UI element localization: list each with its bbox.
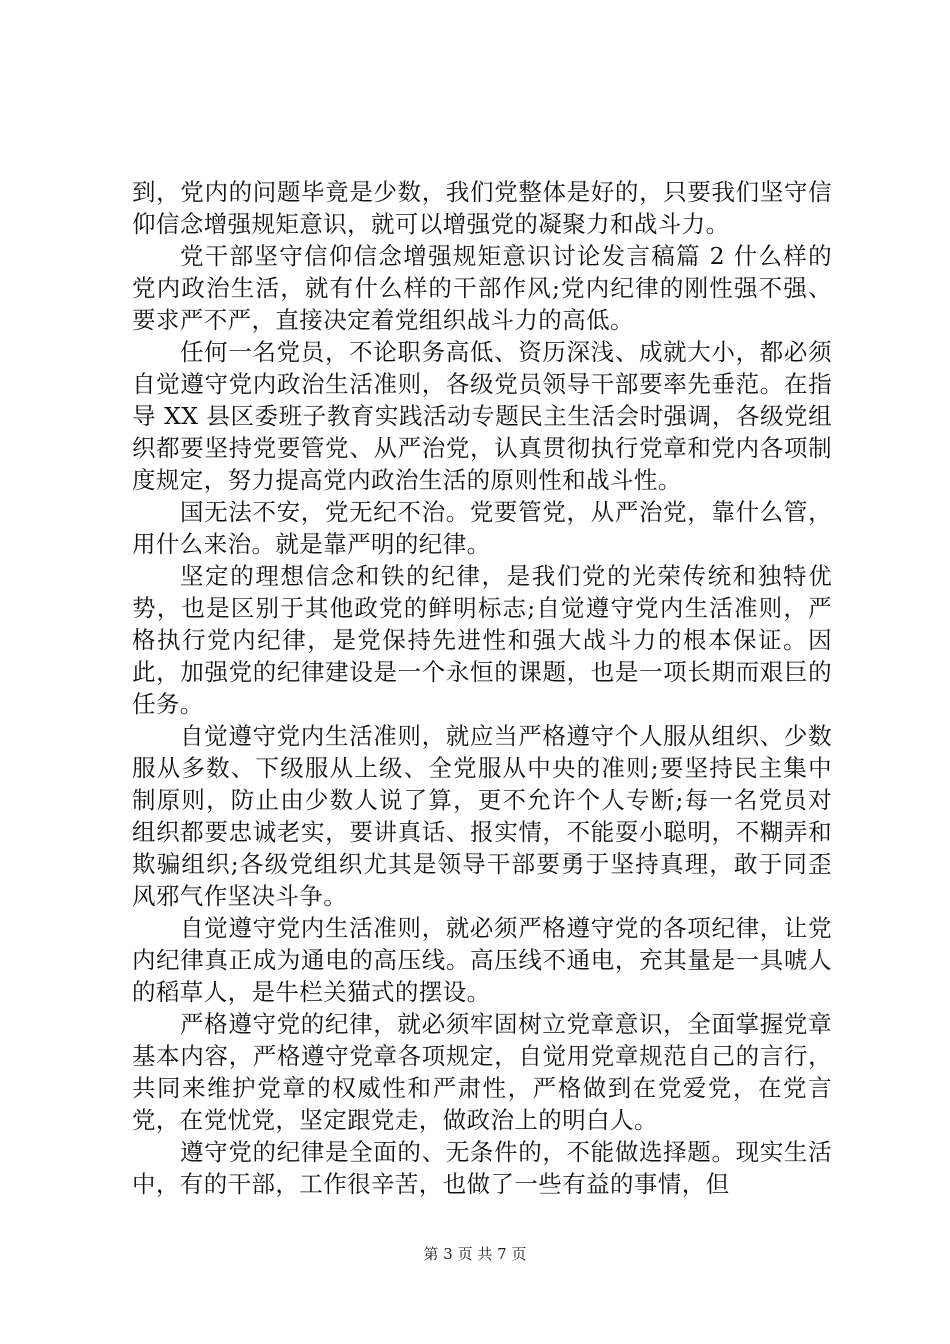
document-body (132, 176, 832, 1200)
paragraph-3: 任何一名党员，不论职务高低、资历深浅、成就大小，都必须自觉遵守党内政治生活准则，各级党员领导干部要率先垂范。在指导 XX 县区委班子教育实践活动专题民主生活会时强调，各级党组织都要坚持党要管党、从严治党，认真贯彻执行党章和党内各项制度规定，努力提高党内政治生活的原则性和战斗性。 (132, 338, 832, 494)
paragraph-7: 自觉遵守党内生活准则，就必须严格遵守党的各项纪律，让党内纪律真正成为通电的高压线。高压线不通电，充其量是一具唬人的稻草人，是牛栏关猫式的摆设。 (132, 914, 832, 1006)
paragraph-5: 坚定的理想信念和铁的纪律，是我们党的光荣传统和独特优势，也是区别于其他政党的鲜明标志;自觉遵守党内生活准则，严格执行党内纪律，是党保持先进性和强大战斗力的根本保证。因此，加强党的纪律建设是一个永恒的课题，也是一项长期而艰巨的任务。 (132, 562, 832, 718)
paragraph-9: 遵守党的纪律是全面的、无条件的，不能做选择题。现实生活中，有的干部，工作很辛苦，也做了一些有益的事情，但 (132, 1138, 832, 1198)
paragraph-8: 严格遵守党的纪律，就必须牢固树立党章意识，全面掌握党章基本内容，严格遵守党章各项规定，自觉用党章规范自己的言行，共同来维护党章的权威性和严肃性，严格做到在党爱党，在党言党，在党忧党，坚定跟党走，做政治上的明白人。 (132, 1010, 832, 1134)
paragraph-6: 自觉遵守党内生活准则，就应当严格遵守个人服从组织、少数服从多数、下级服从上级、全党服从中央的准则;要坚持民主集中制原则，防止由少数人说了算，更不允许个人专断;每一名党员对组织都要忠诚老实，要讲真话、报实情，不能耍小聪明，不糊弄和欺骗组织;各级党组织尤其是领导干部要勇于坚持真理，敢于同歪风邪气作坚决斗争。 (132, 722, 832, 910)
paragraph-4: 国无法不安，党无纪不治。党要管党，从严治党，靠什么管，用什么来治。就是靠严明的纪律。 (132, 498, 832, 558)
paragraph-2: 党干部坚守信仰信念增强规矩意识讨论发言稿篇 2 什么样的党内政治生活，就有什么样的干部作风;党内纪律的刚性强不强、要求严不严，直接决定着党组织战斗力的高低。 (132, 242, 832, 334)
paragraph-1: 到，党内的问题毕竟是少数，我们党整体是好的，只要我们坚守信仰信念增强规矩意识，就可以增强党的凝聚力和战斗力。 (132, 178, 832, 238)
page-number-footer: 第 3 页 共 7 页 (423, 1245, 527, 1263)
